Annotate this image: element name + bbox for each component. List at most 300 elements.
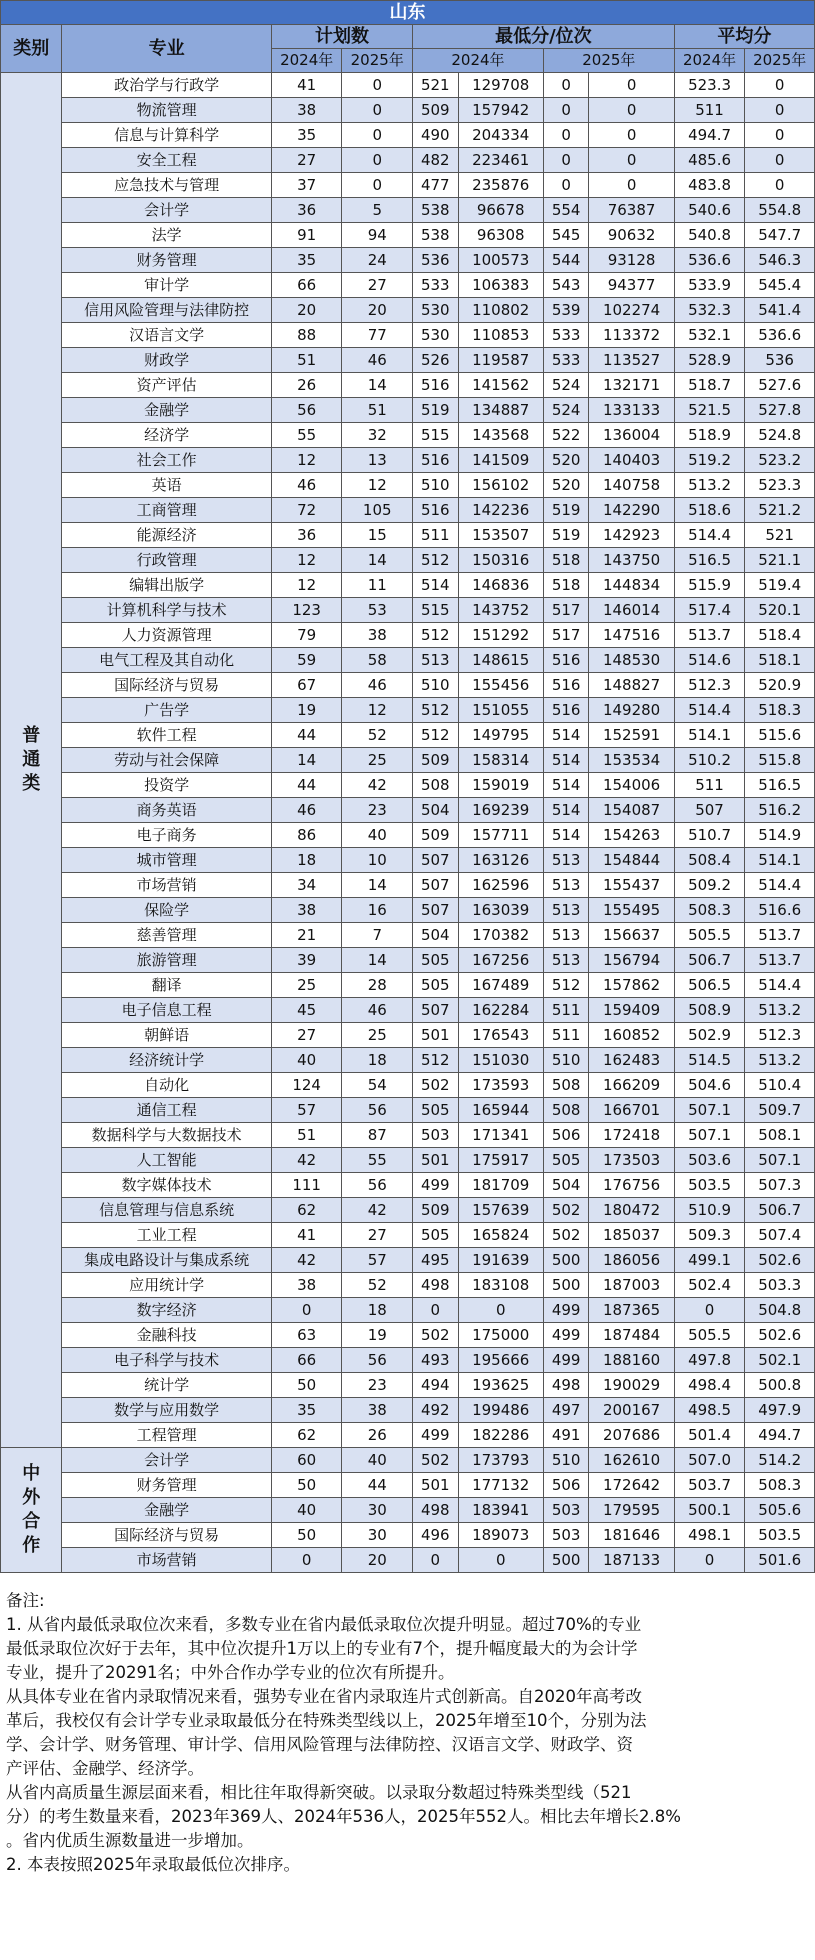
avg-2024-cell: 514.4 (674, 523, 745, 548)
min-score-2025-cell: 500 (543, 1548, 589, 1573)
min-rank-2025-cell: 187484 (589, 1323, 674, 1348)
min-rank-2025-cell: 143750 (589, 548, 674, 573)
plan-2025-cell: 57 (342, 1248, 413, 1273)
min-rank-2024-cell: 167256 (458, 948, 543, 973)
note-line: 从具体专业在省内录取情况来看，强势专业在省内录取连片式创新高。自2020年高考改 (6, 1687, 642, 1706)
avg-2024-cell: 503.6 (674, 1148, 745, 1173)
min-score-2025-cell: 511 (543, 998, 589, 1023)
avg-2024-cell: 519.2 (674, 448, 745, 473)
avg-2025-cell: 536.6 (745, 323, 815, 348)
major-cell: 国际经济与贸易 (62, 673, 271, 698)
major-cell: 能源经济 (62, 523, 271, 548)
plan-2025-cell: 40 (342, 823, 413, 848)
major-cell: 物流管理 (62, 98, 271, 123)
min-score-2024-cell: 507 (413, 873, 459, 898)
plan-2024-cell: 35 (271, 1398, 342, 1423)
min-rank-2025-cell: 157862 (589, 973, 674, 998)
min-rank-2024-cell: 181709 (458, 1173, 543, 1198)
avg-2024-cell: 507 (674, 798, 745, 823)
min-rank-2024-cell: 110853 (458, 323, 543, 348)
avg-2025-cell: 520.1 (745, 598, 815, 623)
avg-2025-cell: 502.6 (745, 1323, 815, 1348)
min-score-2024-cell: 496 (413, 1523, 459, 1548)
avg-2025-cell: 527.8 (745, 398, 815, 423)
table-row (1, 973, 815, 998)
table-row (1, 1098, 815, 1123)
table-row (1, 948, 815, 973)
major-cell: 旅游管理 (62, 948, 271, 973)
min-rank-2024-cell: 165944 (458, 1098, 543, 1123)
major-cell: 广告学 (62, 698, 271, 723)
min-rank-2025-cell: 0 (589, 73, 674, 98)
table-row (1, 273, 815, 298)
avg-2025-cell: 507.1 (745, 1148, 815, 1173)
category-char: 中 (22, 1463, 41, 1484)
avg-2024-cell: 505.5 (674, 1323, 745, 1348)
plan-2024-cell: 56 (271, 398, 342, 423)
avg-2024-cell: 505.5 (674, 923, 745, 948)
major-cell: 法学 (62, 223, 271, 248)
plan-2024-cell: 59 (271, 648, 342, 673)
avg-2025-cell: 513.2 (745, 1048, 815, 1073)
plan-2025-cell: 23 (342, 1373, 413, 1398)
table-row (1, 448, 815, 473)
min-rank-2025-cell: 185037 (589, 1223, 674, 1248)
plan-2024-cell: 42 (271, 1148, 342, 1173)
plan-2024-cell: 39 (271, 948, 342, 973)
table-row (1, 648, 815, 673)
min-score-2024-cell: 504 (413, 923, 459, 948)
avg-2025-cell: 512.3 (745, 1023, 815, 1048)
min-score-2025-cell: 502 (543, 1198, 589, 1223)
min-score-2024-cell: 490 (413, 123, 459, 148)
plan-2024-cell: 62 (271, 1423, 342, 1448)
major-cell: 资产评估 (62, 373, 271, 398)
min-rank-2024-cell: 157711 (458, 823, 543, 848)
min-score-2024-cell: 538 (413, 198, 459, 223)
min-score-2024-cell: 505 (413, 948, 459, 973)
header-plan-2024: 2024年 (271, 49, 342, 73)
header-avg-2024: 2024年 (674, 49, 745, 73)
min-score-2025-cell: 0 (543, 123, 589, 148)
min-rank-2024-cell: 171341 (458, 1123, 543, 1148)
min-rank-2024-cell: 0 (458, 1298, 543, 1323)
min-rank-2024-cell: 134887 (458, 398, 543, 423)
min-score-2025-cell: 502 (543, 1223, 589, 1248)
table-row (1, 873, 815, 898)
header-min-score: 最低分/位次 (413, 25, 675, 49)
min-rank-2024-cell: 142236 (458, 498, 543, 523)
plan-2024-cell: 12 (271, 573, 342, 598)
min-rank-2024-cell: 148615 (458, 648, 543, 673)
min-rank-2025-cell: 102274 (589, 298, 674, 323)
min-rank-2024-cell: 106383 (458, 273, 543, 298)
avg-2024-cell: 518.6 (674, 498, 745, 523)
plan-2024-cell: 86 (271, 823, 342, 848)
major-cell: 英语 (62, 473, 271, 498)
min-score-2025-cell: 0 (543, 73, 589, 98)
avg-2025-cell: 524.8 (745, 423, 815, 448)
plan-2024-cell: 91 (271, 223, 342, 248)
plan-2024-cell: 0 (271, 1548, 342, 1573)
major-cell: 财务管理 (62, 248, 271, 273)
avg-2024-cell: 511 (674, 773, 745, 798)
min-score-2024-cell: 477 (413, 173, 459, 198)
table-row (1, 1448, 815, 1473)
plan-2025-cell: 25 (342, 1023, 413, 1048)
min-score-2025-cell: 522 (543, 423, 589, 448)
major-cell: 经济统计学 (62, 1048, 271, 1073)
min-score-2025-cell: 524 (543, 373, 589, 398)
note-line: 产评估、金融学、经济学。 (6, 1759, 204, 1778)
avg-2025-cell: 514.2 (745, 1448, 815, 1473)
plan-2025-cell: 19 (342, 1323, 413, 1348)
major-cell: 朝鲜语 (62, 1023, 271, 1048)
min-score-2024-cell: 521 (413, 73, 459, 98)
major-cell: 劳动与社会保障 (62, 748, 271, 773)
avg-2025-cell: 0 (745, 98, 815, 123)
table-row (1, 1073, 815, 1098)
min-rank-2024-cell: 199486 (458, 1398, 543, 1423)
min-rank-2024-cell: 163126 (458, 848, 543, 873)
major-cell: 审计学 (62, 273, 271, 298)
major-cell: 市场营销 (62, 1548, 271, 1573)
avg-2025-cell: 546.3 (745, 248, 815, 273)
plan-2024-cell: 27 (271, 1023, 342, 1048)
avg-2025-cell: 516.6 (745, 898, 815, 923)
avg-2025-cell: 503.3 (745, 1273, 815, 1298)
avg-2024-cell: 540.8 (674, 223, 745, 248)
avg-2024-cell: 503.7 (674, 1473, 745, 1498)
avg-2025-cell: 497.9 (745, 1398, 815, 1423)
note-line: 1. 从省内最低录取位次来看，多数专业在省内最低录取位次提升明显。超过70%的专业 (6, 1615, 642, 1634)
avg-2024-cell: 523.3 (674, 73, 745, 98)
min-rank-2024-cell: 141509 (458, 448, 543, 473)
avg-2025-cell: 504.8 (745, 1298, 815, 1323)
min-score-2024-cell: 482 (413, 148, 459, 173)
min-rank-2025-cell: 172642 (589, 1473, 674, 1498)
plan-2025-cell: 30 (342, 1523, 413, 1548)
min-score-2024-cell: 501 (413, 1023, 459, 1048)
avg-2024-cell: 502.9 (674, 1023, 745, 1048)
plan-2024-cell: 38 (271, 1273, 342, 1298)
avg-2024-cell: 518.7 (674, 373, 745, 398)
avg-2024-cell: 510.2 (674, 748, 745, 773)
min-rank-2025-cell: 146014 (589, 598, 674, 623)
min-rank-2025-cell: 200167 (589, 1398, 674, 1423)
min-rank-2025-cell: 173503 (589, 1148, 674, 1173)
avg-2025-cell: 518.4 (745, 623, 815, 648)
min-score-2025-cell: 513 (543, 898, 589, 923)
avg-2025-cell: 514.1 (745, 848, 815, 873)
min-score-2025-cell: 499 (543, 1298, 589, 1323)
major-cell: 工业工程 (62, 1223, 271, 1248)
min-rank-2025-cell: 0 (589, 123, 674, 148)
major-cell: 统计学 (62, 1373, 271, 1398)
table-row (1, 223, 815, 248)
min-score-2025-cell: 500 (543, 1248, 589, 1273)
avg-2025-cell: 507.3 (745, 1173, 815, 1198)
min-score-2024-cell: 516 (413, 498, 459, 523)
min-score-2024-cell: 516 (413, 373, 459, 398)
min-rank-2024-cell: 151030 (458, 1048, 543, 1073)
min-score-2024-cell: 507 (413, 848, 459, 873)
major-cell: 数字经济 (62, 1298, 271, 1323)
major-cell: 金融学 (62, 398, 271, 423)
min-score-2024-cell: 530 (413, 323, 459, 348)
avg-2025-cell: 518.3 (745, 698, 815, 723)
major-cell: 编辑出版学 (62, 573, 271, 598)
category-cell (1, 73, 62, 1448)
min-rank-2025-cell: 156794 (589, 948, 674, 973)
avg-2025-cell: 502.1 (745, 1348, 815, 1373)
note-line: 分）的考生数量来看，2023年369人、2024年536人，2025年552人。相比去年增长2.8% (6, 1807, 681, 1826)
avg-2025-cell: 515.8 (745, 748, 815, 773)
avg-2025-cell: 510.4 (745, 1073, 815, 1098)
min-rank-2024-cell: 158314 (458, 748, 543, 773)
plan-2025-cell: 15 (342, 523, 413, 548)
min-score-2024-cell: 504 (413, 798, 459, 823)
min-rank-2025-cell: 144834 (589, 573, 674, 598)
plan-2025-cell: 51 (342, 398, 413, 423)
major-cell: 信息管理与信息系统 (62, 1198, 271, 1223)
header-plan-2025: 2025年 (342, 49, 413, 73)
major-cell: 信息与计算科学 (62, 123, 271, 148)
plan-2025-cell: 87 (342, 1123, 413, 1148)
plan-2024-cell: 36 (271, 198, 342, 223)
avg-2024-cell: 502.4 (674, 1273, 745, 1298)
min-rank-2024-cell: 162596 (458, 873, 543, 898)
min-score-2024-cell: 493 (413, 1348, 459, 1373)
plan-2025-cell: 38 (342, 623, 413, 648)
plan-2024-cell: 51 (271, 348, 342, 373)
min-score-2025-cell: 543 (543, 273, 589, 298)
avg-2025-cell: 508.1 (745, 1123, 815, 1148)
min-score-2025-cell: 554 (543, 198, 589, 223)
avg-2024-cell: 508.4 (674, 848, 745, 873)
min-rank-2025-cell: 176756 (589, 1173, 674, 1198)
avg-2024-cell: 485.6 (674, 148, 745, 173)
plan-2025-cell: 14 (342, 948, 413, 973)
min-score-2024-cell: 501 (413, 1473, 459, 1498)
avg-2025-cell: 520.9 (745, 673, 815, 698)
min-score-2024-cell: 536 (413, 248, 459, 273)
min-rank-2025-cell: 76387 (589, 198, 674, 223)
min-rank-2025-cell: 154006 (589, 773, 674, 798)
plan-2024-cell: 41 (271, 73, 342, 98)
plan-2024-cell: 62 (271, 1198, 342, 1223)
min-score-2024-cell: 502 (413, 1323, 459, 1348)
min-rank-2025-cell: 162610 (589, 1448, 674, 1473)
avg-2025-cell: 554.8 (745, 198, 815, 223)
major-cell: 人力资源管理 (62, 623, 271, 648)
table-row (1, 748, 815, 773)
min-rank-2024-cell: 235876 (458, 173, 543, 198)
min-score-2024-cell: 505 (413, 1223, 459, 1248)
major-cell: 政治学与行政学 (62, 73, 271, 98)
min-score-2025-cell: 505 (543, 1148, 589, 1173)
min-rank-2025-cell: 156637 (589, 923, 674, 948)
major-cell: 翻译 (62, 973, 271, 998)
plan-2025-cell: 27 (342, 273, 413, 298)
min-rank-2024-cell: 151055 (458, 698, 543, 723)
plan-2024-cell: 40 (271, 1498, 342, 1523)
min-score-2025-cell: 514 (543, 748, 589, 773)
category-char: 合 (22, 1511, 41, 1532)
avg-2024-cell: 513.7 (674, 623, 745, 648)
avg-2024-cell: 509.2 (674, 873, 745, 898)
plan-2024-cell: 14 (271, 748, 342, 773)
avg-2025-cell: 521.1 (745, 548, 815, 573)
major-cell: 数学与应用数学 (62, 1398, 271, 1423)
note-line: 从省内高质量生源层面来看，相比往年取得新突破。以录取分数超过特殊类型线（521 (6, 1783, 632, 1802)
plan-2025-cell: 56 (342, 1348, 413, 1373)
major-cell: 会计学 (62, 1448, 271, 1473)
min-rank-2024-cell: 156102 (458, 473, 543, 498)
min-rank-2025-cell: 132171 (589, 373, 674, 398)
avg-2024-cell: 498.1 (674, 1523, 745, 1548)
plan-2024-cell: 50 (271, 1523, 342, 1548)
min-rank-2024-cell: 0 (458, 1548, 543, 1573)
table-row (1, 1373, 815, 1398)
min-score-2025-cell: 514 (543, 773, 589, 798)
avg-2024-cell: 521.5 (674, 398, 745, 423)
table-row (1, 173, 815, 198)
min-score-2024-cell: 509 (413, 823, 459, 848)
header-major: 专业 (62, 25, 271, 73)
note-line: 。省内优质生源数量进一步增加。 (6, 1831, 254, 1850)
table-row (1, 1248, 815, 1273)
table-row (1, 1023, 815, 1048)
plan-2024-cell: 51 (271, 1123, 342, 1148)
min-score-2025-cell: 520 (543, 473, 589, 498)
min-rank-2024-cell: 162284 (458, 998, 543, 1023)
note-line: 学、会计学、财务管理、审计学、信用风险管理与法律防控、汉语言文学、财政学、资 (6, 1735, 633, 1754)
min-score-2024-cell: 498 (413, 1273, 459, 1298)
min-score-2024-cell: 512 (413, 548, 459, 573)
plan-2025-cell: 42 (342, 773, 413, 798)
min-rank-2024-cell: 143568 (458, 423, 543, 448)
min-score-2024-cell: 499 (413, 1173, 459, 1198)
table-row (1, 348, 815, 373)
plan-2025-cell: 46 (342, 998, 413, 1023)
table-row (1, 123, 815, 148)
min-score-2025-cell: 503 (543, 1523, 589, 1548)
major-cell: 信用风险管理与法律防控 (62, 298, 271, 323)
avg-2025-cell: 521.2 (745, 498, 815, 523)
plan-2025-cell: 13 (342, 448, 413, 473)
min-score-2025-cell: 491 (543, 1423, 589, 1448)
table-row (1, 523, 815, 548)
major-cell: 会计学 (62, 198, 271, 223)
min-score-2024-cell: 499 (413, 1423, 459, 1448)
min-score-2025-cell: 517 (543, 623, 589, 648)
major-cell: 投资学 (62, 773, 271, 798)
table-row (1, 373, 815, 398)
plan-2024-cell: 50 (271, 1473, 342, 1498)
avg-2024-cell: 483.8 (674, 173, 745, 198)
min-rank-2024-cell: 176543 (458, 1023, 543, 1048)
min-rank-2024-cell: 183941 (458, 1498, 543, 1523)
plan-2025-cell: 53 (342, 598, 413, 623)
min-rank-2024-cell: 175000 (458, 1323, 543, 1348)
table-row (1, 473, 815, 498)
min-score-2025-cell: 517 (543, 598, 589, 623)
plan-2024-cell: 45 (271, 998, 342, 1023)
plan-2024-cell: 88 (271, 323, 342, 348)
avg-2025-cell: 509.7 (745, 1098, 815, 1123)
min-score-2025-cell: 506 (543, 1473, 589, 1498)
plan-2025-cell: 0 (342, 123, 413, 148)
plan-2025-cell: 0 (342, 173, 413, 198)
plan-2025-cell: 30 (342, 1498, 413, 1523)
avg-2024-cell: 510.9 (674, 1198, 745, 1223)
table-row (1, 798, 815, 823)
min-score-2024-cell: 0 (413, 1548, 459, 1573)
min-score-2025-cell: 519 (543, 498, 589, 523)
min-score-2024-cell: 509 (413, 748, 459, 773)
plan-2024-cell: 124 (271, 1073, 342, 1098)
avg-2024-cell: 506.7 (674, 948, 745, 973)
min-rank-2025-cell: 0 (589, 173, 674, 198)
plan-2025-cell: 16 (342, 898, 413, 923)
min-rank-2025-cell: 136004 (589, 423, 674, 448)
min-score-2024-cell: 513 (413, 648, 459, 673)
min-rank-2025-cell: 154263 (589, 823, 674, 848)
plan-2025-cell: 18 (342, 1048, 413, 1073)
note-line: 专业，提升了20291名；中外合作办学专业的位次有所提升。 (6, 1663, 455, 1682)
plan-2025-cell: 18 (342, 1298, 413, 1323)
major-cell: 行政管理 (62, 548, 271, 573)
min-score-2025-cell: 512 (543, 973, 589, 998)
major-cell: 财政学 (62, 348, 271, 373)
major-cell: 保险学 (62, 898, 271, 923)
plan-2024-cell: 66 (271, 1348, 342, 1373)
plan-2025-cell: 42 (342, 1198, 413, 1223)
avg-2024-cell: 497.8 (674, 1348, 745, 1373)
min-rank-2024-cell: 159019 (458, 773, 543, 798)
min-score-2025-cell: 544 (543, 248, 589, 273)
avg-2025-cell: 503.5 (745, 1523, 815, 1548)
min-score-2024-cell: 512 (413, 1048, 459, 1073)
table-row (1, 248, 815, 273)
min-score-2025-cell: 497 (543, 1398, 589, 1423)
plan-2024-cell: 46 (271, 798, 342, 823)
min-score-2024-cell: 507 (413, 898, 459, 923)
min-rank-2024-cell: 163039 (458, 898, 543, 923)
plan-2025-cell: 46 (342, 673, 413, 698)
major-cell: 慈善管理 (62, 923, 271, 948)
category-cell (1, 1448, 62, 1573)
table-row (1, 1398, 815, 1423)
plan-2024-cell: 18 (271, 848, 342, 873)
table-row (1, 1498, 815, 1523)
table-row (1, 773, 815, 798)
major-cell: 电子商务 (62, 823, 271, 848)
plan-2024-cell: 57 (271, 1098, 342, 1123)
table-row (1, 823, 815, 848)
table-row (1, 298, 815, 323)
avg-2025-cell: 502.6 (745, 1248, 815, 1273)
avg-2024-cell: 514.5 (674, 1048, 745, 1073)
major-cell: 社会工作 (62, 448, 271, 473)
table-row (1, 548, 815, 573)
avg-2024-cell: 504.6 (674, 1073, 745, 1098)
plan-2025-cell: 26 (342, 1423, 413, 1448)
notes-section (0, 1573, 815, 1877)
min-score-2025-cell: 519 (543, 523, 589, 548)
min-rank-2025-cell: 113372 (589, 323, 674, 348)
